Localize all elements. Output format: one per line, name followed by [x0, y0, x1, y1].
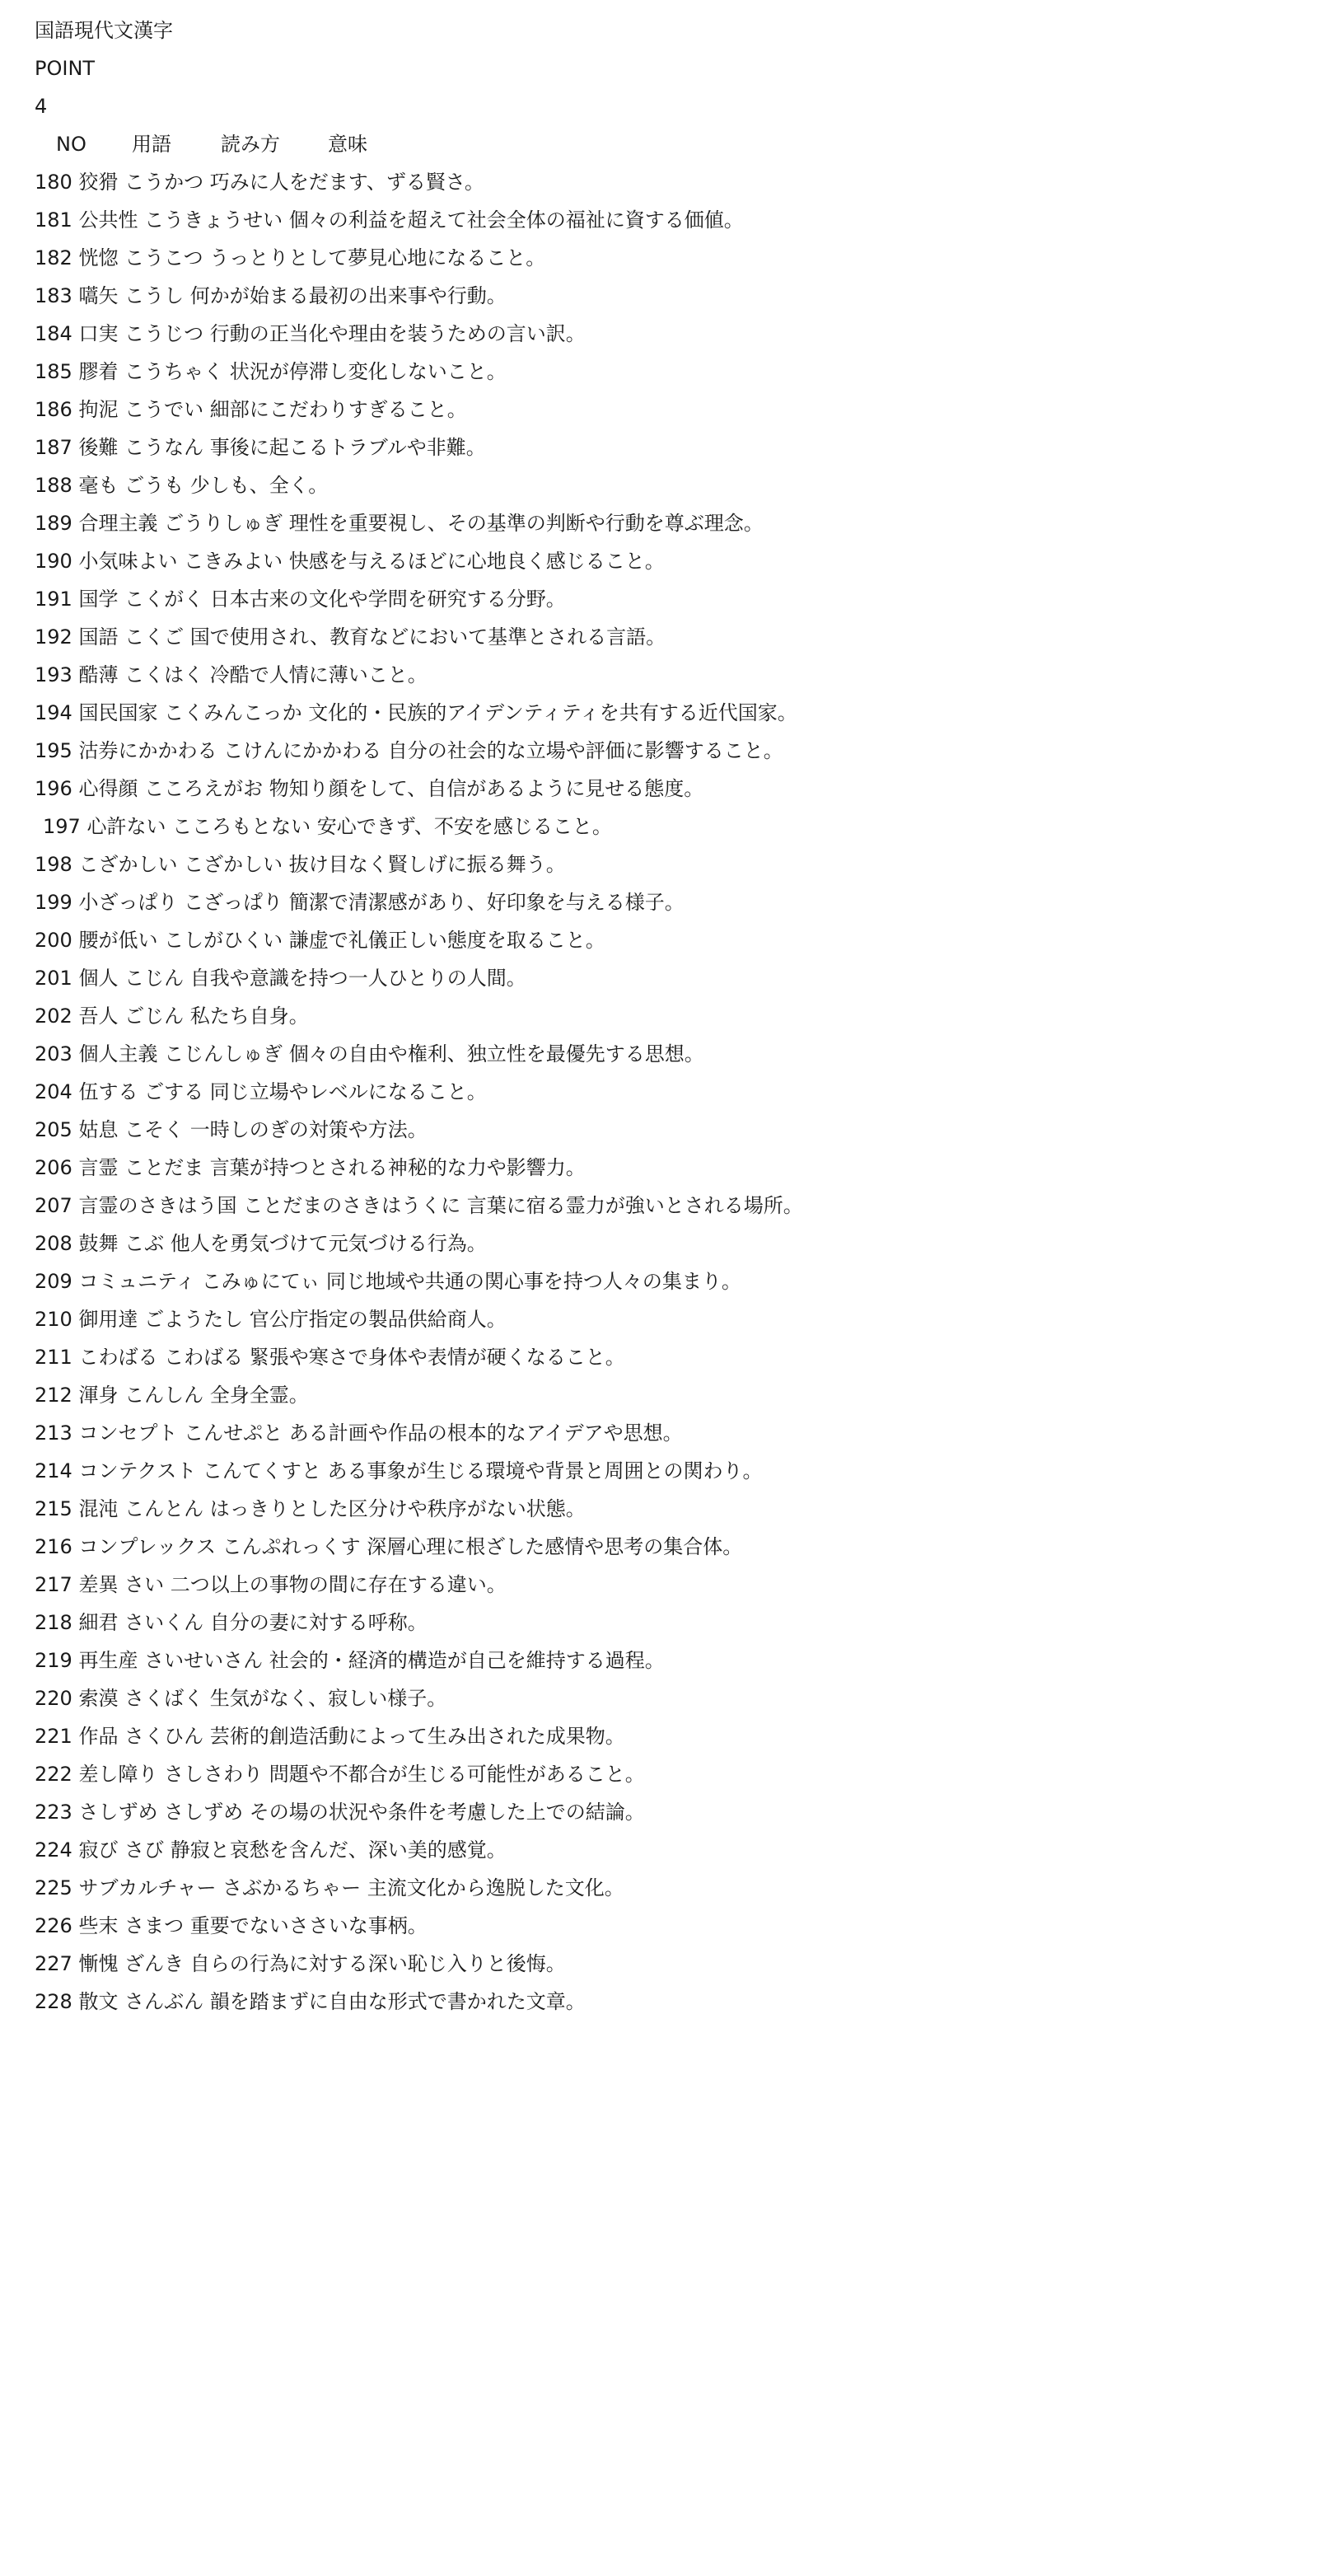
entry-reading: ことだまのさきはうくに — [243, 1194, 461, 1217]
entry-term: 個人主義 — [78, 1042, 158, 1066]
list-item — [35, 1035, 1318, 1073]
table-header — [35, 125, 1318, 163]
list-item — [35, 163, 1318, 201]
document-subtitle: POINT — [35, 57, 96, 80]
list-item — [35, 618, 1318, 656]
list-item — [35, 656, 1318, 694]
entry-reading: こざっぱり — [184, 891, 283, 914]
entry-reading: こざかしい — [184, 853, 283, 876]
entry-meaning: 静寂と哀愁を含んだ、深い美的感覚。 — [170, 1838, 507, 1862]
entry-reading: こうし — [124, 284, 185, 307]
entry-no: 219 — [35, 1649, 72, 1672]
entry-reading: さくひん — [124, 1725, 204, 1748]
entry-meaning: 日本古来の文化や学問を研究する分野。 — [209, 588, 566, 611]
entry-term: 混沌 — [78, 1497, 119, 1520]
entry-meaning: 抜け目なく賢しげに振る舞う。 — [288, 853, 566, 876]
entry-no: 212 — [35, 1384, 72, 1407]
entry-term: コンセプト — [78, 1421, 178, 1445]
entry-term: 合理主義 — [78, 512, 158, 535]
entry-term: 寂び — [78, 1838, 119, 1862]
entry-reading: こくご — [124, 625, 185, 649]
entry-reading: こんてくすと — [202, 1459, 321, 1482]
entry-term: 御用達 — [78, 1308, 138, 1331]
entry-term: 再生産 — [78, 1649, 138, 1672]
entry-term: 狡猾 — [78, 171, 119, 194]
entry-meaning: 事後に起こるトラブルや非難。 — [209, 436, 486, 459]
entry-no: 187 — [35, 436, 72, 459]
entry-no: 202 — [35, 1005, 72, 1028]
entry-no: 201 — [35, 967, 72, 990]
list-item — [35, 542, 1318, 580]
entry-term: 国語 — [78, 625, 119, 649]
entry-term: 慚愧 — [78, 1952, 119, 1975]
entry-reading: さび — [124, 1838, 165, 1862]
entry-no: 182 — [35, 246, 72, 269]
list-item — [35, 580, 1318, 618]
entry-reading: こじんしゅぎ — [164, 1042, 283, 1066]
entry-meaning: 他人を勇気づけて元気づける行為。 — [170, 1232, 487, 1255]
entry-reading: こうきょうせい — [144, 208, 283, 232]
list-item — [35, 1073, 1318, 1111]
list-item — [35, 770, 1318, 808]
entry-reading: ごする — [144, 1080, 204, 1103]
entry-reading: こころもとない — [172, 815, 311, 838]
list-item — [35, 997, 1318, 1035]
entry-term: サブカルチャー — [78, 1876, 217, 1899]
entry-term: 差し障り — [78, 1763, 158, 1786]
entry-reading: ことだま — [124, 1156, 204, 1179]
entry-meaning: 私たち自身。 — [189, 1005, 309, 1028]
entry-meaning: 言葉が持つとされる神秘的な力や影響力。 — [209, 1156, 586, 1179]
entry-no: 210 — [35, 1308, 72, 1331]
entry-no: 190 — [35, 550, 72, 573]
entry-no: 225 — [35, 1876, 72, 1899]
list-item — [35, 1945, 1318, 1983]
entry-term: 酷薄 — [78, 663, 119, 686]
entry-no: 199 — [35, 891, 72, 914]
entry-reading: ごじん — [124, 1005, 185, 1028]
entry-meaning: 自分の社会的な立場や評価に影響すること。 — [387, 739, 783, 762]
entry-reading: ざんき — [124, 1952, 185, 1975]
entry-term: 差異 — [78, 1573, 119, 1596]
entry-no: 196 — [35, 777, 72, 800]
entry-no: 208 — [35, 1232, 72, 1255]
entry-term: 腰が低い — [78, 929, 158, 952]
entry-reading: こしがひくい — [164, 929, 283, 952]
entry-no: 193 — [35, 663, 72, 686]
entry-reading: さまつ — [124, 1914, 185, 1937]
entry-no: 185 — [35, 360, 72, 383]
list-item — [35, 1566, 1318, 1604]
entry-reading: こうかつ — [124, 171, 204, 194]
list-item — [35, 694, 1318, 732]
entry-meaning: 理性を重要視し、その基準の判断や行動を尊ぶ理念。 — [288, 512, 764, 535]
entry-no: 228 — [35, 1990, 72, 2013]
entry-no: 214 — [35, 1459, 72, 1482]
list-item — [35, 1300, 1318, 1338]
list-item — [35, 1983, 1318, 2021]
list-item — [35, 466, 1318, 504]
entry-reading: さくばく — [124, 1687, 204, 1710]
entry-reading: こくみんこっか — [164, 701, 302, 724]
entry-meaning: 快感を与えるほどに心地良く感じること。 — [288, 550, 665, 573]
entry-term: 心得顔 — [78, 777, 138, 800]
entry-reading: こくがく — [124, 588, 204, 611]
entry-term: 姑息 — [78, 1118, 119, 1141]
entry-meaning: 生気がなく、寂しい様子。 — [209, 1687, 447, 1710]
list-item — [35, 1717, 1318, 1755]
entry-reading: こうなん — [124, 436, 204, 459]
entry-meaning: ある計画や作品の根本的なアイデアや思想。 — [288, 1421, 683, 1445]
entry-meaning: 少しも、全く。 — [189, 474, 329, 497]
list-item — [35, 1490, 1318, 1528]
entry-term: 心許ない — [86, 815, 166, 838]
entry-meaning: 国で使用され、教育などにおいて基準とされる言語。 — [189, 625, 666, 649]
list-item — [35, 201, 1318, 239]
entry-no: 221 — [35, 1725, 72, 1748]
entry-term: 後難 — [78, 436, 119, 459]
entry-reading: こころえがお — [144, 777, 264, 800]
entry-term: 言霊 — [78, 1156, 119, 1179]
entry-reading: こじん — [124, 967, 185, 990]
entry-meaning: 韻を踏まずに自由な形式で書かれた文章。 — [209, 1990, 586, 2013]
list-item — [35, 959, 1318, 997]
header-meaning: 意味 — [328, 133, 367, 156]
list-item — [35, 921, 1318, 959]
entry-reading: こみゅにてぃ — [201, 1270, 320, 1293]
entry-meaning: 社会的・経済的構造が自己を維持する過程。 — [269, 1649, 665, 1672]
entry-meaning: 状況が停滞し変化しないこと。 — [229, 360, 507, 383]
entry-term: 散文 — [78, 1990, 119, 2013]
entry-meaning: 何かが始まる最初の出来事や行動。 — [189, 284, 507, 307]
entry-meaning: 二つ以上の事物の間に存在する違い。 — [170, 1573, 507, 1596]
entry-meaning: はっきりとした区分けや秩序がない状態。 — [209, 1497, 586, 1520]
list-item — [35, 504, 1318, 542]
entry-no: 218 — [35, 1611, 72, 1634]
entry-no: 217 — [35, 1573, 72, 1596]
entry-term: コンプレックス — [78, 1535, 217, 1558]
entry-reading: こぶ — [124, 1232, 165, 1255]
entry-no: 222 — [35, 1763, 72, 1786]
entry-term: 伍する — [78, 1080, 138, 1103]
entry-reading: こけんにかかわる — [223, 739, 382, 762]
entry-meaning: 簡潔で清潔感があり、好印象を与える様子。 — [288, 891, 685, 914]
list-item — [35, 1414, 1318, 1452]
list-item — [35, 353, 1318, 391]
entry-reading: こんぷれっくす — [222, 1535, 361, 1558]
list-item — [35, 1528, 1318, 1566]
entry-term: 国民国家 — [78, 701, 158, 724]
entry-reading: こくはく — [124, 663, 204, 686]
list-item — [35, 1604, 1318, 1642]
entry-term: コミュニティ — [78, 1270, 196, 1293]
entry-reading: こきみよい — [184, 550, 283, 573]
entry-reading: さいせいさん — [144, 1649, 264, 1672]
entry-no: 211 — [35, 1346, 72, 1369]
entry-no: 189 — [35, 512, 72, 535]
list-item — [35, 1338, 1318, 1376]
entry-meaning: 一時しのぎの対策や方法。 — [189, 1118, 428, 1141]
entry-meaning: 細部にこだわりすぎること。 — [209, 398, 467, 421]
entry-term: 毫も — [78, 474, 119, 497]
entry-reading: さぶかるちゃー — [222, 1876, 362, 1899]
list-item — [35, 1452, 1318, 1490]
entry-reading: さいくん — [124, 1611, 204, 1634]
list-item — [35, 883, 1318, 921]
entry-reading: こわばる — [164, 1346, 244, 1369]
entry-term: 公共性 — [78, 208, 138, 232]
entry-term: 作品 — [78, 1725, 119, 1748]
entry-no: 188 — [35, 474, 72, 497]
header-no: NO — [56, 133, 86, 156]
entry-term: こざかしい — [78, 853, 178, 876]
entry-term: 鼓舞 — [78, 1232, 119, 1255]
entry-meaning: 冷酷で人情に薄いこと。 — [209, 663, 428, 686]
list-item — [35, 1679, 1318, 1717]
list-item — [35, 1642, 1318, 1679]
entry-no: 216 — [35, 1535, 72, 1558]
list-item — [35, 239, 1318, 277]
entry-meaning: 同じ地域や共通の関心事を持つ人々の集まり。 — [325, 1270, 741, 1293]
entry-meaning: 自我や意識を持つ一人ひとりの人間。 — [189, 967, 526, 990]
header-reading: 読み方 — [221, 133, 280, 156]
entry-meaning: その場の状況や条件を考慮した上での結論。 — [249, 1801, 645, 1824]
entry-no: 186 — [35, 398, 72, 421]
entry-no: 194 — [35, 701, 72, 724]
entry-no: 180 — [35, 171, 72, 194]
entry-term: 個人 — [78, 967, 119, 990]
entry-meaning: ある事象が生じる環境や背景と周囲との関わり。 — [327, 1459, 763, 1482]
entry-meaning: 物知り顔をして、自信があるように見せる態度。 — [269, 777, 704, 800]
entry-no: 205 — [35, 1118, 72, 1141]
entry-reading: ごうも — [124, 474, 185, 497]
entry-no: 184 — [35, 322, 72, 345]
list-item — [35, 1793, 1318, 1831]
list-item — [35, 429, 1318, 466]
entry-no: 224 — [35, 1838, 72, 1862]
entry-reading: さい — [124, 1573, 165, 1596]
entry-no: 198 — [35, 853, 72, 876]
list-item — [35, 1262, 1318, 1300]
entry-meaning: 個々の自由や権利、独立性を最優先する思想。 — [288, 1042, 704, 1066]
entry-no: 213 — [35, 1421, 72, 1445]
entry-reading: こそく — [124, 1118, 185, 1141]
entry-term: こわばる — [78, 1346, 158, 1369]
entry-term: 嚆矢 — [78, 284, 119, 307]
entry-no: 209 — [35, 1270, 72, 1293]
entry-meaning: 官公庁指定の製品供給商人。 — [249, 1308, 507, 1331]
entry-term: 国学 — [78, 588, 119, 611]
entry-term: 渾身 — [78, 1384, 119, 1407]
entry-reading: こんとん — [124, 1497, 204, 1520]
entry-meaning: 巧みに人をだます、ずる賢さ。 — [209, 171, 484, 194]
entry-reading: こんせぷと — [184, 1421, 283, 1445]
entry-no: 207 — [35, 1194, 72, 1217]
list-item — [35, 391, 1318, 429]
entry-meaning: 自分の妻に対する呼称。 — [209, 1611, 428, 1634]
entry-term: さしずめ — [78, 1801, 158, 1824]
entry-meaning: うっとりとして夢見心地になること。 — [209, 246, 546, 269]
entry-term: 小ざっぱり — [78, 891, 178, 914]
entry-no: 227 — [35, 1952, 72, 1975]
entry-meaning: 言葉に宿る霊力が強いとされる場所。 — [466, 1194, 803, 1217]
entry-term: コンテクスト — [78, 1459, 197, 1482]
list-item — [35, 1831, 1318, 1869]
document-title: 国語現代文漢字 — [35, 19, 173, 42]
entry-meaning: 芸術的創造活動によって生み出された成果物。 — [209, 1725, 625, 1748]
entry-no: 195 — [35, 739, 72, 762]
list-item — [35, 277, 1318, 315]
entry-no: 191 — [35, 588, 72, 611]
entry-reading: さんぶん — [124, 1990, 204, 2013]
entry-no: 220 — [35, 1687, 72, 1710]
entry-meaning: 問題や不都合が生じる可能性があること。 — [269, 1763, 645, 1786]
list-item — [35, 808, 1318, 845]
entry-term: 些末 — [78, 1914, 119, 1937]
entry-meaning: 謙虚で礼儀正しい態度を取ること。 — [288, 929, 605, 952]
list-item — [35, 1376, 1318, 1414]
entry-term: 拘泥 — [78, 398, 119, 421]
list-item — [35, 732, 1318, 770]
entry-meaning: 重要でないささいな事柄。 — [189, 1914, 428, 1937]
entry-term: 言霊のさきはう国 — [78, 1194, 237, 1217]
entry-no: 206 — [35, 1156, 72, 1179]
list-item — [35, 845, 1318, 883]
list-item — [35, 315, 1318, 353]
entry-reading: こうこつ — [124, 246, 203, 269]
entry-no: 181 — [35, 208, 72, 232]
list-item — [35, 1755, 1318, 1793]
entry-reading: こうでい — [124, 398, 204, 421]
entry-no: 215 — [35, 1497, 72, 1520]
entry-meaning: 自らの行為に対する深い恥じ入りと後悔。 — [189, 1952, 566, 1975]
entry-reading: さしずめ — [164, 1801, 244, 1824]
entry-meaning: 個々の利益を超えて社会全体の福祉に資する価値。 — [288, 208, 744, 232]
entry-no: 192 — [35, 625, 72, 649]
entry-meaning: 主流文化から逸脱した文化。 — [367, 1876, 624, 1899]
entry-reading: こうちゃく — [124, 360, 224, 383]
list-item — [35, 1907, 1318, 1945]
entry-meaning: 緊張や寒さで身体や表情が硬くなること。 — [249, 1346, 625, 1369]
entry-no: 203 — [35, 1042, 72, 1066]
entry-no: 226 — [35, 1914, 72, 1937]
entry-reading: さしさわり — [164, 1763, 264, 1786]
entry-meaning: 安心できず、不安を感じること。 — [316, 815, 612, 838]
entry-term: 膠着 — [78, 360, 119, 383]
entry-term: 恍惚 — [78, 246, 119, 269]
list-item — [35, 1111, 1318, 1149]
entry-meaning: 行動の正当化や理由を装うための言い訳。 — [209, 322, 586, 345]
entry-term: 沽券にかかわる — [78, 739, 217, 762]
entry-reading: こんしん — [124, 1384, 204, 1407]
entry-meaning: 文化的・民族的アイデンティティを共有する近代国家。 — [308, 701, 797, 724]
list-item — [35, 1149, 1318, 1187]
entry-term: 口実 — [78, 322, 119, 345]
entry-term: 吾人 — [78, 1005, 119, 1028]
entry-no: 204 — [35, 1080, 72, 1103]
list-item — [35, 1187, 1318, 1225]
entry-meaning: 同じ立場やレベルになること。 — [209, 1080, 487, 1103]
entry-reading: こうじつ — [124, 322, 204, 345]
entry-no: 183 — [35, 284, 72, 307]
entry-meaning: 全身全霊。 — [209, 1384, 309, 1407]
entry-term: 細君 — [78, 1611, 119, 1634]
entry-term: 索漠 — [78, 1687, 119, 1710]
entry-reading: ごうりしゅぎ — [164, 512, 283, 535]
entry-term: 小気味よい — [78, 550, 178, 573]
entry-no: 200 — [35, 929, 72, 952]
header-term: 用語 — [132, 133, 171, 156]
entry-no: 197 — [43, 815, 81, 838]
entry-meaning: 深層心理に根ざした感情や思考の集合体。 — [367, 1535, 743, 1558]
list-item — [35, 1225, 1318, 1262]
entry-no: 223 — [35, 1801, 72, 1824]
vocabulary-list — [35, 163, 1318, 2021]
entry-reading: ごようたし — [144, 1308, 244, 1331]
point-number: 4 — [35, 95, 48, 118]
list-item — [35, 1869, 1318, 1907]
